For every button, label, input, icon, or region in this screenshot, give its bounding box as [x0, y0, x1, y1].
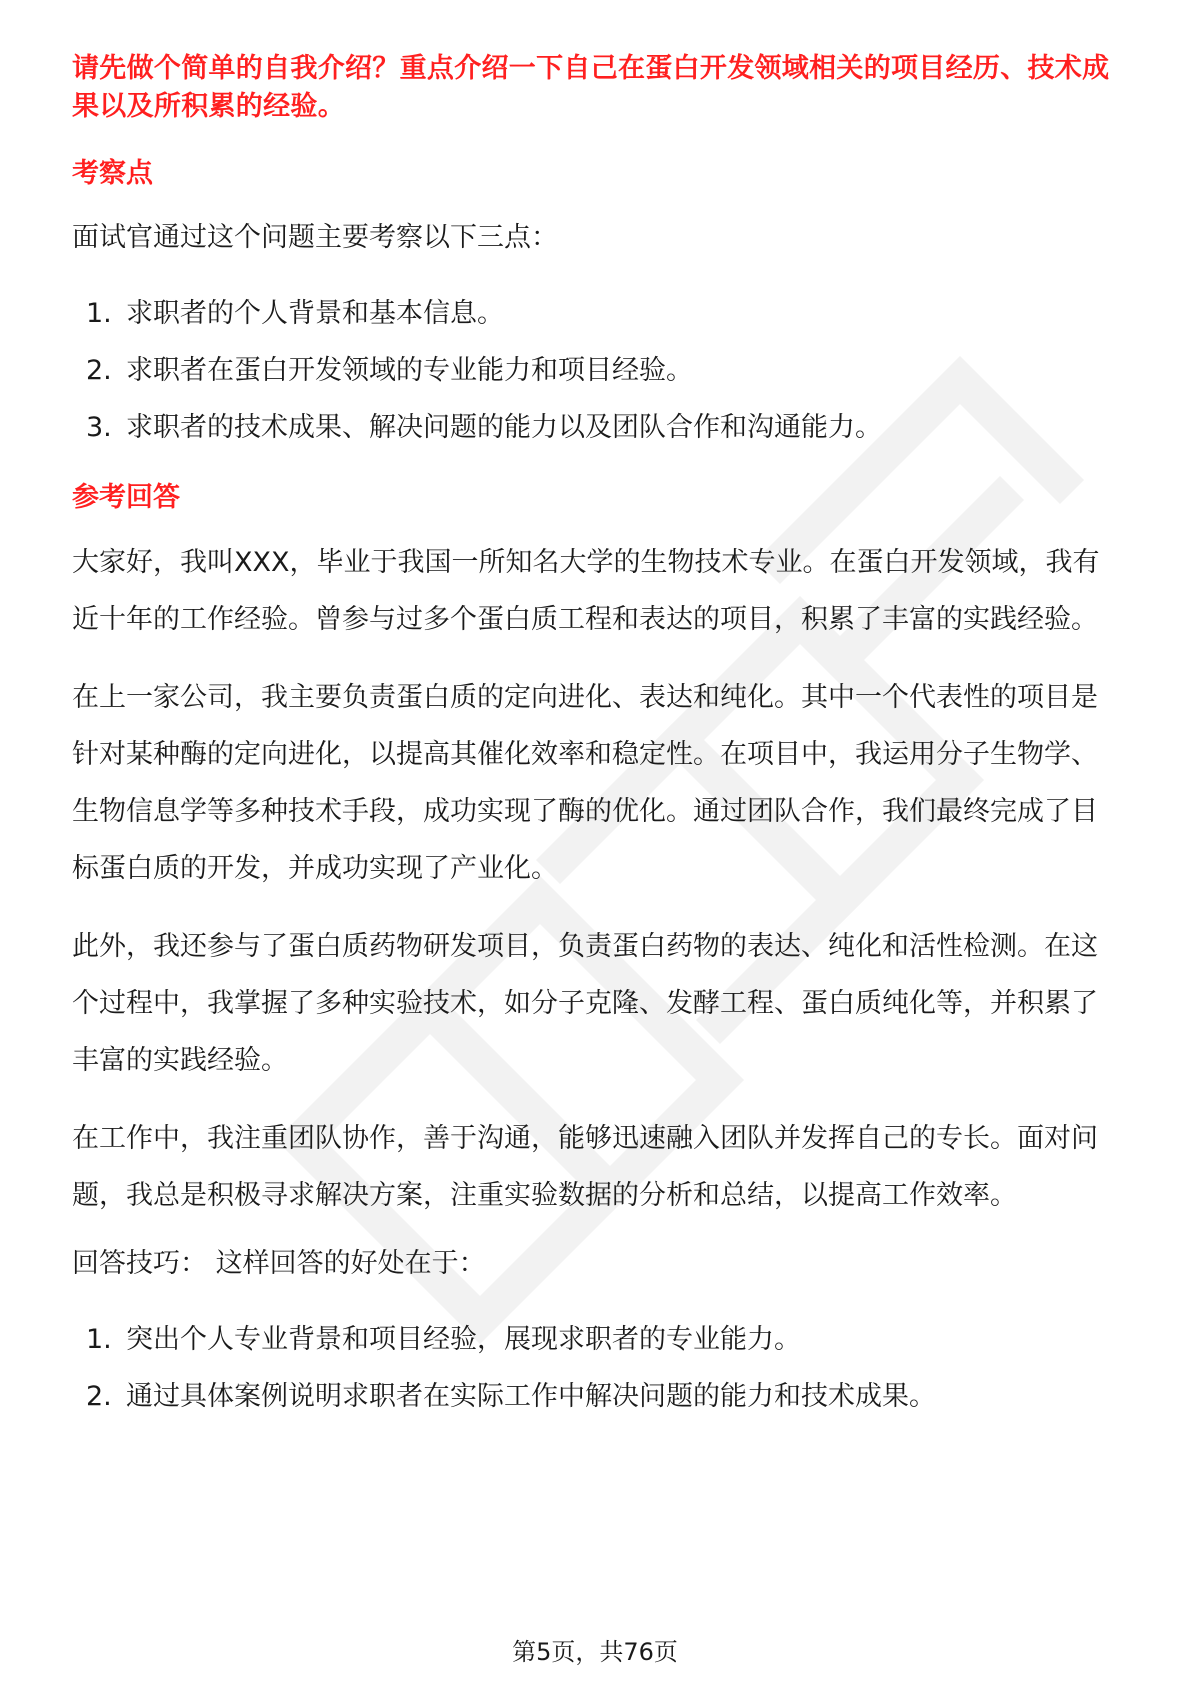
list-number: 1.	[86, 298, 112, 329]
list-number: 3.	[86, 412, 112, 443]
answer-paragraph-2: 在上一家公司，我主要负责蛋白质的定向进化、表达和纯化。其中一个代表性的项目是针对某种酶的定向进化，以提高其催化效率和稳定性。在项目中，我运用分子生物学、生物信息学等多种技术手段，成功实现了酶的优化。通过团队合作，我们最终完成了目标蛋白质的开发，并成功实现了产业化。	[72, 682, 1098, 884]
answer-paragraph-4: 在工作中，我注重团队协作，善于沟通，能够迅速融入团队并发挥自己的专长。面对问题，我总是积极寻求解决方案，注重实验数据的分析和总结，以提高工作效率。	[72, 1123, 1098, 1211]
answer-paragraph-3: 此外，我还参与了蛋白质药物研发项目，负责蛋白药物的表达、纯化和活性检测。在这个过程中，我掌握了多种实验技术，如分子克隆、发酵工程、蛋白质纯化等，并积累了丰富的实践经验。	[72, 931, 1098, 1076]
list-number: 2.	[86, 1381, 112, 1412]
list-text: 求职者的个人背景和基本信息。	[126, 298, 504, 329]
answer-paragraph-1: 大家好，我叫XXX，毕业于我国一所知名大学的生物技术专业。在蛋白开发领域，我有近十年的工作经验。曾参与过多个蛋白质工程和表达的项目，积累了丰富的实践经验。	[72, 547, 1100, 635]
list-number: 2.	[86, 355, 112, 386]
assessment-intro: 面试官通过这个问题主要考察以下三点：	[72, 222, 558, 253]
question-title: 请先做个简单的自我介绍？重点介绍一下自己在蛋白开发领域相关的项目经历、技术成果以及所积累的经验。	[72, 53, 1110, 122]
list-item	[72, 1378, 1122, 1416]
page-footer: 第5页，共76页	[512, 1638, 678, 1666]
tips-intro: 回答技巧： 这样回答的好处在于：	[72, 1248, 486, 1279]
tips-list	[72, 1321, 1122, 1416]
section-heading-answer: 参考回答	[72, 482, 180, 513]
list-text: 求职者在蛋白开发领域的专业能力和项目经验。	[126, 355, 693, 386]
list-item	[72, 1321, 1122, 1359]
list-item	[72, 295, 1122, 333]
assessment-list	[72, 295, 1122, 447]
list-text: 突出个人专业背景和项目经验，展现求职者的专业能力。	[126, 1324, 801, 1355]
list-item	[72, 409, 1122, 447]
list-number: 1.	[86, 1324, 112, 1355]
list-item	[72, 352, 1122, 390]
list-text: 求职者的技术成果、解决问题的能力以及团队合作和沟通能力。	[126, 412, 882, 443]
section-heading-assessment: 考察点	[72, 158, 153, 189]
list-text: 通过具体案例说明求职者在实际工作中解决问题的能力和技术成果。	[126, 1381, 936, 1412]
document-page	[72, 50, 1122, 1416]
